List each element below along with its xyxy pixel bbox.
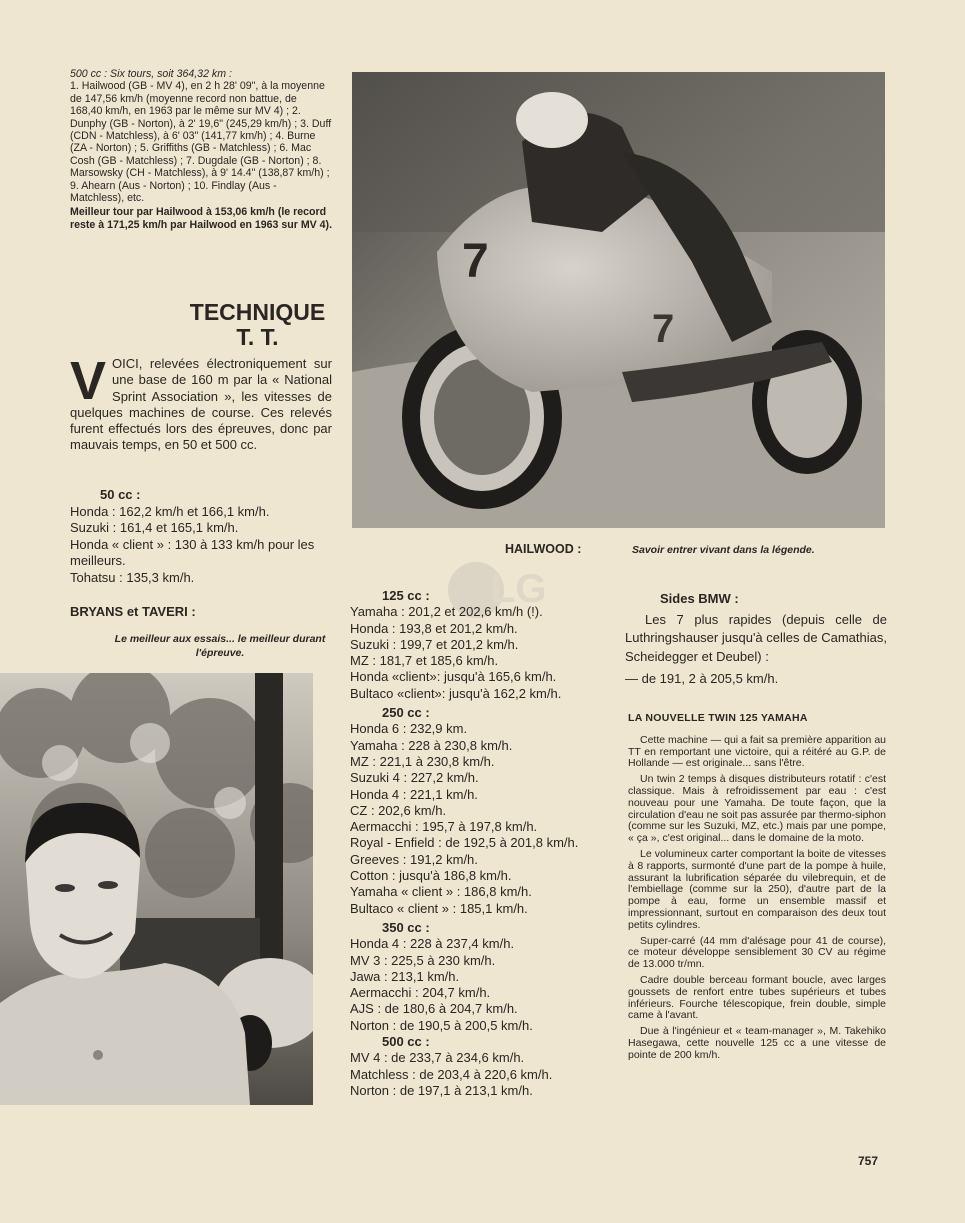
list-item: Matchless : de 203,4 à 220,6 km/h.: [350, 1066, 553, 1082]
race-number-side: 7: [652, 307, 675, 351]
list-item: Aermacchi : 195,7 à 197,8 km/h.: [350, 819, 538, 835]
list-item: Greeves : 191,2 km/h.: [350, 851, 478, 867]
list-item: Suzuki : 199,7 et 201,2 km/h.: [350, 636, 519, 652]
heading-50cc: 50 cc :: [100, 487, 141, 502]
twin-paragraph: Cadre double berceau formant boucle, avec larges goussets de renfort entre tubes supérieurs et tubes inférieurs. Fourche télescopique, frein double, simple came à l'avant.: [628, 973, 886, 1022]
speed-lists: [350, 588, 610, 1099]
list-item: Suzuki 4 : 227,2 km/h.: [350, 770, 479, 786]
twin-paragraph: Due à l'ingénieur et « team-manager », M. Takehiko Hasegawa, cette nouvelle 125 cc a une vitesse de pointe de 200 km/h.: [628, 1025, 886, 1061]
heading-500cc: 500 cc :: [382, 1034, 430, 1050]
list-item: Norton : de 190,5 à 200,5 km/h.: [350, 1017, 533, 1033]
sides-range: — de 191, 2 à 205,5 km/h.: [625, 671, 779, 686]
list-item: Honda 4 : 221,1 km/h.: [350, 786, 478, 802]
twin-paragraph: Un twin 2 temps à disques distributeurs rotatif : c'est classique. Mais à refroidissement par eau : c'est nouveau pour une Yamaha. De toute façon, que la circulation d'eau ne soit pas assurée par thermo-siphon (comme sur les Suzuki, MZ, etc.) mais par une pompe, « ça », c'est original... dans le domaine de la moto.: [628, 773, 886, 845]
best-lap: Meilleur tour par Hailwood à 153,06 km/h (le record reste à 171,25 km/h par Hailwood en 1963 sur MV 4).: [70, 206, 333, 231]
heading-125cc: 125 cc :: [382, 588, 430, 603]
list-item: Jawa : 213,1 km/h.: [350, 968, 460, 984]
hailwood-caption-name: HAILWOOD :: [505, 542, 582, 556]
list-item: Yamaha : 201,2 et 202,6 km/h (!).: [350, 604, 543, 620]
technique-title: TECHNIQUE T. T.: [189, 299, 326, 350]
list-item: CZ : 202,6 km/h.: [350, 802, 447, 818]
hailwood-photo: [352, 72, 885, 528]
list-item: MZ : 221,1 à 230,8 km/h.: [350, 753, 495, 769]
twin-heading: LA NOUVELLE TWIN 125 YAMAHA: [628, 712, 808, 724]
list-item: MV 4 : de 233,7 à 234,6 km/h.: [350, 1050, 525, 1066]
list-item: Honda « client » : 130 à 133 km/h pour les meilleurs.: [70, 536, 315, 569]
results-heading: 500 cc : Six tours, soit 364,32 km :: [70, 68, 232, 80]
list-item: MV 3 : 225,5 à 230 km/h.: [350, 952, 496, 968]
list-item: Cotton : jusqu'à 186,8 km/h.: [350, 868, 512, 884]
rider-portrait-image: [0, 673, 313, 1105]
list-item: MZ : 181,7 et 185,6 km/h.: [350, 653, 499, 669]
technique-intro: VOICI, relevées électroniquement sur une base de 160 m par la « National Sprint Association », les vitesses de quelques machines de course. Ces relevés furent effectués lors des épreuves, donc par mauvais temps, en 50 et 500 cc.: [70, 351, 332, 453]
list-item: Royal - Enfield : de 192,5 à 201,8 km/h.: [350, 835, 579, 851]
heading-350cc: 350 cc :: [382, 919, 430, 935]
list-item: Bultaco « client » : 185,1 km/h.: [350, 900, 528, 916]
hailwood-caption-text: Savoir entrer vivant dans la légende.: [632, 544, 815, 556]
list-item: Honda : 193,8 et 201,2 km/h.: [350, 620, 518, 636]
page-number: 757: [858, 1154, 879, 1168]
list-item: Honda «client»: jusqu'à 165,6 km/h.: [350, 669, 557, 685]
bryans-photo: [0, 673, 313, 1105]
results-500cc: [70, 68, 332, 231]
section-50cc: [70, 487, 332, 587]
twin-yamaha-article: [628, 713, 886, 1066]
list-item: AJS : de 180,6 à 204,7 km/h.: [350, 1001, 518, 1017]
list-item: Norton : de 197,1 à 213,1 km/h.: [350, 1082, 533, 1098]
list-item: Bultaco «client»: jusqu'à 162,2 km/h.: [350, 685, 562, 701]
list-item: Aermacchi : 204,7 km/h.: [350, 985, 491, 1001]
bryans-caption-text: Le meilleur aux essais... le meilleur durant l'épreuve.: [114, 633, 326, 659]
twin-paragraph: Super-carré (44 mm d'alésage pour 41 de course), ce moteur développe sensiblement 30 CV au régime de 13.000 tr/mn.: [628, 934, 886, 971]
list-item: Yamaha : 228 à 230,8 km/h.: [350, 737, 513, 753]
list-item: Honda : 162,2 km/h et 166,1 km/h.: [70, 503, 270, 519]
list-item: Suzuki : 161,4 et 165,1 km/h.: [70, 520, 239, 536]
twin-paragraph: Cette machine — qui a fait sa première apparition au TT en remportant une victoire, qui a réitéré au G.P. de Hollande — est originale... sans l'être.: [628, 733, 886, 770]
results-body: 1. Hailwood (GB - MV 4), en 2 h 28' 09", à la moyenne de 147,56 km/h (moyenne record non battue, de 168,40 km/h, en 1963 par le même sur MV 4) ; 2. Dunphy (GB - Norton), à 2' 19,6" (245,29 km/h) ; 3. Duff (CDN - Matchless), à 6' 03" (141,77 km/h) ; 4. Burne (ZA - Norton) ; 5. Griffiths (GB - Matchless) ; 6. Mac Cosh (GB - Matchless) ; 7. Dugdale (GB - Norton) ; 8. Marsowsky (CH - Matchless), à 9' 14.4" (138,87 km/h) ; 9. Ahearn (Aus - Norton) ; 10. Findlay (Aus - Matchless), etc.: [70, 80, 332, 205]
hailwood-motorcycle-image: [352, 72, 885, 528]
list-item: Honda 6 : 232,9 km.: [350, 721, 468, 737]
bryans-caption-name: BRYANS et TAVERI :: [70, 604, 196, 619]
twin-paragraph: Le volumineux carter comportant la boite de vitesses à 8 rapports, surmonté d'une part de la pompe à huile, assurant la lubrification séparée du vilebrequin, et de l'embiellage (comme sur la 250), d'autre part de la pompe à eau, forme un ensemble massif et impressionnant, surtout en comparaison des deux tout petits cylindres.: [628, 847, 886, 931]
sides-text: Les 7 plus rapides (depuis celle de Luthringshauser jusqu'à celles de Camathias, Scheidegger et Deubel) :: [625, 611, 887, 664]
sides-bmw: [625, 590, 887, 689]
svg-text:LG: LG: [491, 567, 547, 611]
list-item: Honda 4 : 228 à 237,4 km/h.: [350, 936, 515, 952]
race-number: 7: [462, 235, 489, 288]
list-item: Tohatsu : 135,3 km/h.: [70, 569, 195, 585]
list-item: Yamaha « client » : 186,8 km/h.: [350, 884, 532, 900]
drop-cap: V: [70, 351, 107, 411]
heading-sides-bmw: Sides BMW :: [660, 591, 739, 606]
heading-250cc: 250 cc :: [382, 705, 430, 721]
